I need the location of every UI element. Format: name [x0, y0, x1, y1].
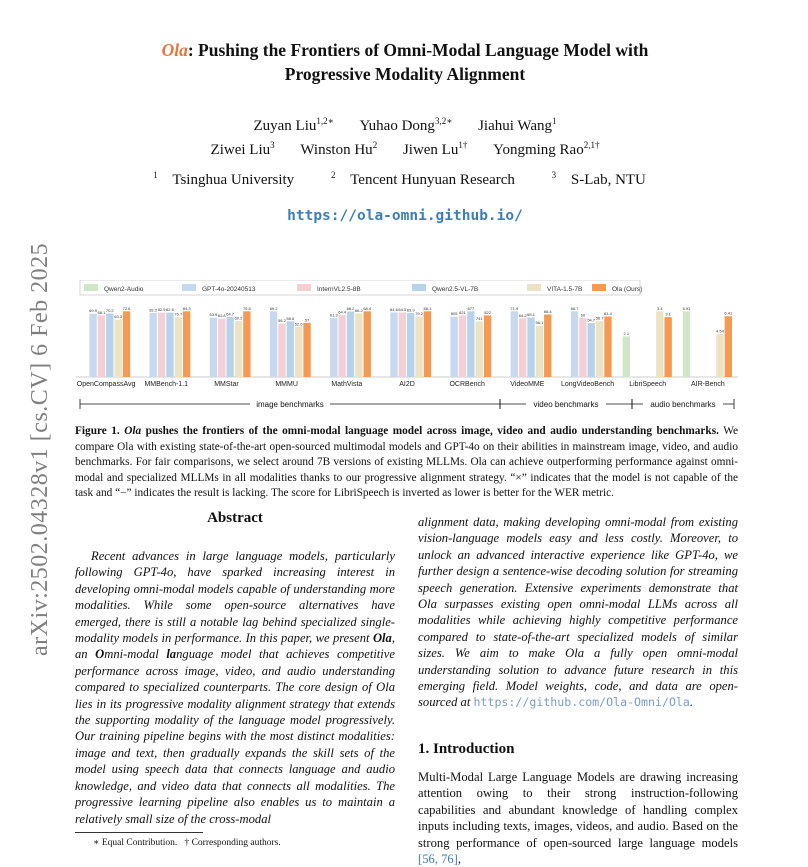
bar	[407, 313, 414, 377]
caption-ola: Ola	[124, 425, 142, 437]
author: Jiahui Wang$^1$	[478, 116, 557, 134]
bar-data-label: 4.54	[716, 328, 724, 334]
bar	[544, 314, 551, 377]
bar-data-label: 82.2	[149, 307, 158, 313]
bar	[390, 312, 397, 377]
bar	[467, 311, 474, 377]
affiliation: $^1$ Tsinghua University	[153, 170, 295, 188]
bar	[476, 321, 483, 377]
bar-data-label: 61.3	[329, 312, 338, 318]
bar-data-label: 2.1	[623, 330, 630, 336]
range-label: audio benchmarks	[650, 400, 716, 409]
title-line2: Progressive Modality Alignment	[284, 64, 526, 84]
bar	[725, 316, 732, 377]
bar-data-label: 60	[580, 312, 586, 318]
bar	[424, 311, 431, 377]
bar	[158, 313, 165, 377]
bar-data-label: 68.1	[97, 309, 106, 315]
bar	[519, 318, 526, 377]
bar-data-label: 65.1	[527, 312, 535, 318]
figure-caption	[75, 424, 738, 502]
legend-label: VITA-1.5-7B	[547, 286, 583, 293]
bar-data-label: 61.4	[604, 311, 612, 317]
abstract-body-right: alignment data, making developing omni-modal from existing vision-language models easy and less costly. Moreover, to unlock an advanced interactive experience like GPT-4o, we further design a sentence-wise decoding solution for streaming speech generation. Extensive experiments demonstrate that Ola surpasses existing open omni-modal LLMs across all modalities while achieving highly competitive performance compared to state-of-the-art specialized models of similar sizes. We aim to make Ola a fully open omni-modal understanding solution to advance future research in this emerging field. Model weights, code, and data are open-sourced at https://github.com/Ola-Omni/Ola.	[418, 515, 738, 710]
affiliation: $^3$ S-Lab, NTU	[551, 170, 646, 188]
bar	[89, 314, 96, 377]
bar-data-label: 877	[467, 305, 475, 311]
footnote-rule	[75, 832, 203, 833]
author: Ziwei Liu$^3$	[210, 140, 275, 158]
bar	[303, 323, 310, 377]
bar	[664, 317, 671, 377]
range-label: image benchmarks	[256, 400, 324, 409]
caption-label: Figure 1.	[75, 425, 120, 437]
bar	[150, 313, 157, 377]
bar-data-label: 64.2	[518, 312, 527, 318]
legend-swatch	[84, 284, 98, 291]
bar	[106, 313, 113, 377]
citation-link[interactable]: [56, 76]	[418, 852, 458, 867]
bar-data-label: 56.7	[595, 315, 604, 321]
bar	[536, 326, 543, 377]
bar-data-label: 76.7	[174, 311, 183, 317]
bar-data-label: 6.41	[724, 310, 733, 316]
bar	[579, 318, 586, 377]
bar	[123, 311, 130, 377]
bar	[243, 311, 250, 377]
bar	[355, 313, 362, 377]
bar-data-label: 57	[304, 317, 310, 323]
bar	[604, 317, 611, 377]
legend-label: Qwen2-Audio	[104, 286, 144, 293]
bar	[183, 311, 190, 377]
bar-data-label: 63.9	[209, 312, 218, 318]
bar	[278, 324, 285, 377]
bar	[210, 318, 217, 377]
affiliations	[60, 172, 750, 189]
bar-data-label: 56.2	[278, 318, 286, 324]
bar-data-label: 64.7	[226, 311, 235, 317]
bar	[270, 311, 277, 377]
footnote-corresponding: † Corresponding authors.	[184, 838, 281, 848]
abstract-heading: Abstract	[207, 510, 263, 526]
bar-data-label: 70.8	[242, 305, 251, 311]
bar	[484, 315, 491, 377]
bar	[114, 320, 121, 377]
bar-data-label: 84.5	[398, 307, 407, 313]
bar-data-label: 68.4	[543, 308, 552, 314]
code-url-link[interactable]: https://github.com/Ola-Omni/Ola	[473, 695, 690, 710]
bar	[218, 319, 225, 377]
x-tick-label: MMMU	[275, 381, 298, 388]
bar	[287, 321, 294, 377]
x-tick-label: MMBench-1.1	[144, 381, 189, 388]
title-ola: Ola	[161, 40, 188, 60]
bar-data-label: 66.2	[354, 307, 363, 313]
author: Yongming Rao$^{2,1\dagger}$	[493, 140, 600, 158]
bar-data-label: 56.1	[535, 320, 544, 326]
bar	[330, 318, 337, 377]
bar	[656, 311, 663, 377]
bar-data-label: 6.93	[682, 305, 691, 311]
bar-data-label: 68.4	[363, 305, 372, 311]
x-tick-label: LibriSpeech	[629, 381, 667, 388]
x-tick-label: AI2D	[399, 381, 415, 388]
affiliation: $^2$ Tencent Hunyuan Research	[330, 170, 515, 188]
bar-data-label: 741	[475, 315, 483, 321]
bar	[527, 318, 534, 377]
bar	[450, 317, 457, 377]
bar	[588, 323, 595, 377]
intro-paragraph: Multi-Modal Large Language Models are drawing increasing attention owing to their strong instruction-following capabilities and abundant knowledge of handling complex inputs including texts, images, videos, and audio. Based on the strong performance of open-sourced large language models [56, 76],	[418, 770, 738, 867]
bar	[166, 313, 173, 377]
legend-swatch	[182, 284, 196, 291]
x-tick-label: MMStar	[214, 381, 239, 388]
bar	[364, 311, 371, 377]
bar-data-label: 821	[459, 309, 466, 315]
bar	[596, 321, 603, 377]
bar-data-label: 60.2	[234, 315, 243, 321]
bar	[295, 327, 302, 377]
bar-data-label: 52.6	[294, 321, 303, 327]
authors	[60, 114, 750, 162]
bar	[459, 315, 466, 377]
legend-swatch	[412, 284, 426, 291]
bar	[98, 315, 105, 377]
arxiv-stamp	[5, 190, 65, 670]
legend-label: GPT-4o-20240513	[202, 286, 256, 293]
bar	[235, 321, 242, 377]
legend-label: InternVL2.5-8B	[317, 286, 361, 293]
bar	[226, 317, 233, 377]
abstract-ola: Ola	[372, 631, 392, 646]
section-heading-introduction: 1. Introduction	[418, 741, 515, 757]
author: Zuyan Liu$^{1,2∗}$	[253, 116, 334, 134]
x-tick-label: AIR-Bench	[690, 381, 725, 388]
bar-data-label: 3.1	[665, 311, 671, 317]
bar-data-label: 62.8	[217, 313, 226, 319]
caption-bold: pushes the frontiers of the omni-modal language model across image, video and audio understanding benchmarks.	[145, 425, 719, 437]
bar-data-label: 54.7	[587, 317, 596, 323]
paper-title	[60, 38, 750, 86]
bar-data-label: 822	[484, 309, 491, 315]
bar-data-label: 63.3	[114, 314, 123, 320]
x-tick-label: LongVideoBench	[560, 381, 615, 388]
legend-label: Qwen2.5-VL-7B	[432, 286, 479, 293]
range-label: video benchmarks	[533, 400, 599, 409]
title-line1: : Pushing the Frontiers of Omni-Modal Language Model with	[187, 40, 649, 60]
bar	[511, 311, 518, 377]
bar-data-label: 70.2	[105, 307, 114, 313]
bar	[347, 311, 354, 377]
project-url-link[interactable]: https://ola-omni.github.io/	[287, 208, 523, 224]
legend-label: Ola (Ours)	[612, 286, 643, 293]
author: Jiwen $Lu^{1\dagger}$	[402, 140, 468, 158]
bar-data-label: 82.5	[157, 307, 166, 313]
legend-swatch	[592, 284, 606, 291]
bar-data-label: 58.6	[286, 315, 295, 321]
bar	[623, 336, 630, 377]
abstract-body-left: Recent advances in large language models, particularly following GPT-4o, have sparked increasing interest in developing omni-modal models capable of understanding more modalities. While some open-source alternatives have emerged, there is still a notable lag behind specialized single-modality models in performance. In this paper, we present Ola, an Omni-modal language model that achieves competitive performance across image, video, and audio understanding compared to specialized counterparts. The core design of Ola lies in its progressive modality alignment strategy that extends the supporting modality of the language model progressively. Our training pipeline begins with the most distinct modalities: image and text, then gradually expands the skill sets of the model using speech data that connects language and audio knowledge, and video data that connects all modalities. The progressive learning pipeline also enables us to maintain a relatively small size of the cross-modal	[75, 549, 395, 826]
legend-swatch	[297, 284, 311, 291]
bar-data-label: 69.9	[89, 308, 97, 314]
x-tick-label: OCRBench	[449, 381, 485, 388]
bar	[175, 317, 182, 377]
footnote	[93, 837, 281, 848]
bar	[338, 315, 345, 377]
legend-swatch	[527, 284, 541, 291]
bar-data-label: 805	[450, 311, 458, 317]
footnote-equal: ∗ Equal Contribution.	[93, 838, 178, 848]
bar-data-label: 68.2	[346, 305, 355, 311]
bar-data-label: 66.7	[570, 305, 579, 311]
bar	[683, 311, 690, 377]
author: Winston Hu$^2$	[300, 140, 378, 158]
x-tick-label: OpenCompassAvg	[76, 381, 136, 388]
bar-data-label: 71.9	[510, 305, 519, 311]
bar	[399, 313, 406, 377]
bar-data-label: 84.3	[182, 305, 191, 311]
bar-data-label: 72.6	[122, 305, 131, 311]
bar-data-label: 69.2	[269, 305, 278, 311]
bar-data-label: 64.4	[338, 309, 347, 315]
bar-data-label: 82.6	[166, 307, 174, 313]
bar	[415, 317, 422, 377]
bar-data-label: 86.1	[423, 305, 432, 311]
arxiv-id: arXiv:2502.04328v1 [cs.CV] 6 Feb 2025	[27, 242, 53, 656]
bar-data-label: 84.6	[390, 306, 398, 312]
caption-text: We compare Ola with existing state-of-the-art open-sourced multimodal models and GPT-4o on their abilities in mainstream image, video, and audio benchmarks. For fair comparisons, we select around 7B versions of existing MLLMs. Ola can achieve outperforming performance against omni-modal and specialized MLLMs in all modalities thanks to our progressive alignment strategy. “×” indicates that the model is not capable of the task and “−” indicates the result is lacking. The score for LibriSpeech is inverted as lower is better for the WER metric.	[75, 425, 738, 500]
x-tick-label: VideoMME	[510, 381, 545, 388]
figure-1-chart	[72, 280, 742, 420]
bar	[716, 334, 723, 377]
bar-data-label: 3.4	[656, 305, 663, 311]
bar-data-label: 79.2	[415, 311, 423, 317]
author: Yuhao Dong$^{3,2∗}$	[359, 116, 453, 134]
x-tick-label: MathVista	[331, 381, 363, 388]
bar	[571, 311, 578, 377]
bar-data-label: 83.9	[406, 307, 415, 313]
